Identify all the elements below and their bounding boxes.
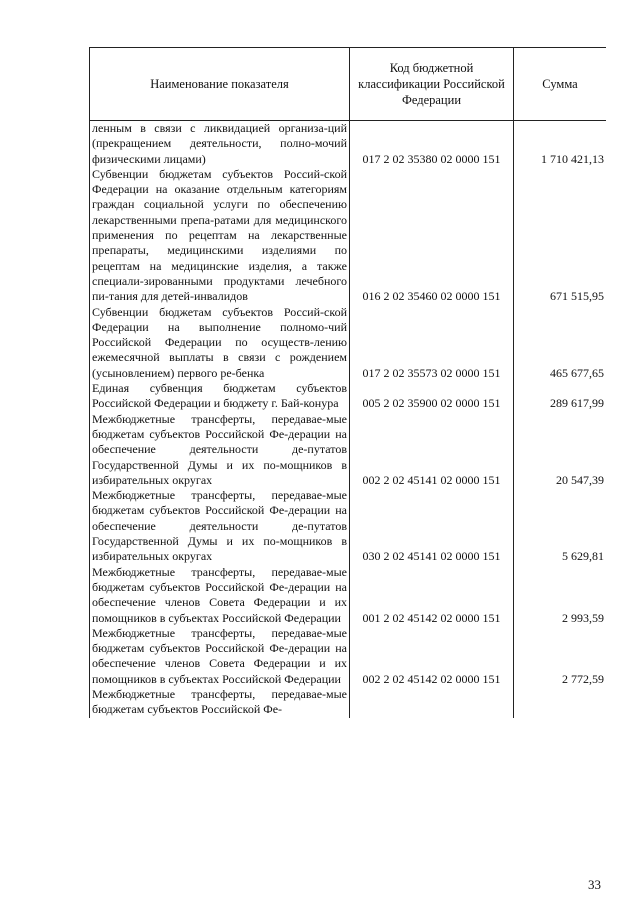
table-header-row — [90, 48, 607, 121]
row-sum: 20 547,39 — [514, 412, 607, 488]
row-name: Межбюджетные трансферты, передавае-мые бюджетам субъектов Российской Фе-дерации на обеспечение членов Совета Федерации и их помощников в субъектах Российской Федерации — [90, 565, 350, 626]
row-name: ленным в связи с ликвидацией организа-ций (прекращением деятельности, полно-мочий физическими лицами) — [90, 121, 350, 167]
row-sum: 2 772,59 — [514, 626, 607, 687]
row-sum: 289 617,99 — [514, 381, 607, 412]
row-sum: 671 515,95 — [514, 167, 607, 305]
row-name: Межбюджетные трансферты, передавае-мые бюджетам субъектов Российской Фе-дерации на обеспечение деятельности де-путатов Государственной Думы и их по-мощников в избирательных округах — [90, 412, 350, 488]
table-row — [90, 121, 607, 167]
row-code: 017 2 02 35380 02 0000 151 — [350, 121, 514, 167]
table-row — [90, 305, 607, 381]
row-name: Межбюджетные трансферты, передавае-мые бюджетам субъектов Российской Фе- — [90, 687, 350, 718]
page-number: 33 — [588, 877, 601, 892]
header-code: Код бюджетной классификации Российской Федерации — [350, 48, 514, 121]
row-code: 030 2 02 45141 02 0000 151 — [350, 488, 514, 564]
row-sum: 2 993,59 — [514, 565, 607, 626]
row-name: Единая субвенция бюджетам субъектов Российской Федерации и бюджету г. Бай-конура — [90, 381, 350, 412]
row-sum: 1 710 421,13 — [514, 121, 607, 167]
budget-table — [89, 47, 606, 718]
table-row — [90, 167, 607, 305]
table-row — [90, 565, 607, 626]
row-code — [350, 687, 514, 718]
row-code: 002 2 02 45141 02 0000 151 — [350, 412, 514, 488]
table-row — [90, 488, 607, 564]
budget-table-container — [89, 47, 606, 833]
row-name: Межбюджетные трансферты, передавае-мые бюджетам субъектов Российской Фе-дерации на обеспечение членов Совета Федерации и их помощников в субъектах Российской Федерации — [90, 626, 350, 687]
row-code: 001 2 02 45142 02 0000 151 — [350, 565, 514, 626]
row-sum — [514, 687, 607, 718]
row-sum: 465 677,65 — [514, 305, 607, 381]
table-row — [90, 381, 607, 412]
table-row — [90, 412, 607, 488]
row-code: 005 2 02 35900 02 0000 151 — [350, 381, 514, 412]
row-name: Субвенции бюджетам субъектов Россий-ской Федерации на оказание отдельным категориям граждан социальной услуги по обеспечению лекарственными препа-ратами для медицинского применения по рецептам на лекарственные препараты, медицинскими изделиями по рецептам на медицинские изделия, а также специали-зированными продуктами лечебного пи-тания для детей-инвалидов — [90, 167, 350, 305]
row-sum: 5 629,81 — [514, 488, 607, 564]
row-code: 016 2 02 35460 02 0000 151 — [350, 167, 514, 305]
header-name: Наименование показателя — [90, 48, 350, 121]
row-code: 017 2 02 35573 02 0000 151 — [350, 305, 514, 381]
header-sum: Сумма — [514, 48, 607, 121]
table-row — [90, 626, 607, 687]
row-name: Субвенции бюджетам субъектов Россий-ской Федерации на выполнение полномо-чий Российской Федерации по осуществ-лению ежемесячной выплаты в связи с рождением (усыновлением) первого ре-бенка — [90, 305, 350, 381]
row-code: 002 2 02 45142 02 0000 151 — [350, 626, 514, 687]
table-row — [90, 687, 607, 718]
row-name: Межбюджетные трансферты, передавае-мые бюджетам субъектов Российской Фе-дерации на обеспечение деятельности де-путатов Государственной Думы и их по-мощников в избирательных округах — [90, 488, 350, 564]
